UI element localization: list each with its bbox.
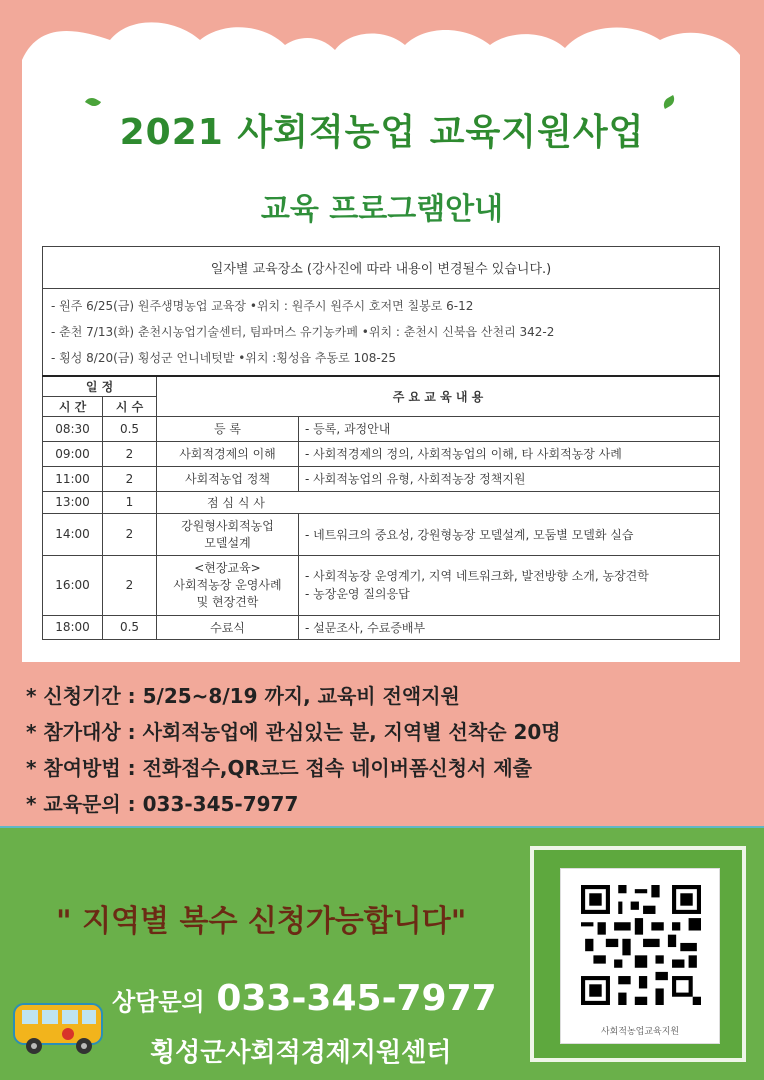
center-name: 횡성군사회적경제지원센터: [150, 1038, 452, 1068]
row-topic: 등 록: [157, 416, 299, 441]
row-topic: <현장교육> 사회적농장 운영사례 및 현장견학: [157, 555, 299, 615]
row-detail: - 등록, 과정안내: [299, 416, 720, 441]
row-hours: 2: [103, 555, 157, 615]
row-hours: 0.5: [103, 615, 157, 639]
row-topic: 사회적경제의 이해: [157, 441, 299, 466]
row-topic: 사회적농업 정책: [157, 466, 299, 491]
row-time: 11:00: [43, 466, 103, 491]
row-time: 14:00: [43, 513, 103, 555]
row-hours: 0.5: [103, 416, 157, 441]
row-time: 18:00: [43, 615, 103, 639]
row-hours: 1: [103, 491, 157, 513]
row-detail: - 사회적농업의 유형, 사회적농장 정책지원: [299, 466, 720, 491]
row-topic: 수료식: [157, 615, 299, 639]
schedule-table: [42, 246, 720, 640]
info-method: * 참여방법 : 전화접수,QR코드 접속 네이버폼신청서 제출: [26, 756, 532, 780]
info-apply-period: * 신청기간 : 5/25~8/19 까지, 교육비 전액지원: [26, 684, 460, 708]
column-header-schedule: 일 정: [43, 376, 157, 396]
row-hours: 2: [103, 441, 157, 466]
bus-icon: [12, 998, 108, 1058]
table-row: [43, 615, 720, 639]
row-detail: - 사회적농장 운영계기, 지역 네트워크화, 발전방향 소개, 농장견학 - 농장운영 질의응답: [299, 555, 720, 615]
contact-number: 033-345-7977: [216, 978, 497, 1019]
location-list: [43, 289, 720, 377]
page-title: 2021 사회적농업 교육지원사업: [119, 112, 645, 153]
qr-card: [530, 846, 746, 1062]
location-item: - 횡성 8/20(금) 횡성군 언니네텃밭 •위치 :횡성읍 추동로 108-25: [51, 351, 397, 365]
qr-caption: 사회적농업교육지원: [600, 1027, 680, 1037]
table-row: [43, 491, 720, 513]
footer-section: [0, 826, 764, 1080]
info-contact: * 교육문의 : 033-345-7977: [26, 792, 299, 816]
row-detail: - 네트워크의 중요성, 강원형농장 모델설계, 모둠별 모델화 실습: [299, 513, 720, 555]
schedule-heading: 일자별 교육장소 (강사진에 따라 내용이 변경될수 있습니다.): [43, 247, 720, 289]
qr-code-panel: [560, 868, 720, 1044]
contact-line: [112, 978, 497, 1019]
location-item: - 춘천 7/13(화) 춘천시농업기술센터, 팀파머스 유기농카페 •위치 : 춘천시 신북읍 산천리 342-2: [51, 325, 555, 339]
row-time: 09:00: [43, 441, 103, 466]
column-header-content: 주 요 교 육 내 용: [157, 376, 720, 416]
row-time: 08:30: [43, 416, 103, 441]
row-detail: - 설문조사, 수료증배부: [299, 615, 720, 639]
table-row: [43, 555, 720, 615]
row-topic: 점 심 식 사: [157, 491, 720, 513]
row-time: 13:00: [43, 491, 103, 513]
column-header-hours: 시 수: [103, 396, 157, 416]
row-detail: - 사회적경제의 정의, 사회적농업의 이해, 타 사회적농장 사례: [299, 441, 720, 466]
table-row: [43, 466, 720, 491]
info-target: * 참가대상 : 사회적농업에 관심있는 분, 지역별 선착순 20명: [26, 720, 561, 744]
table-row: [43, 513, 720, 555]
table-row: [43, 416, 720, 441]
page-subtitle: 교육 프로그램안내: [260, 192, 504, 227]
row-topic: 강원형사회적농업 모델설계: [157, 513, 299, 555]
contact-label: 상담문의: [112, 988, 205, 1016]
row-hours: 2: [103, 513, 157, 555]
row-time: 16:00: [43, 555, 103, 615]
table-row: [43, 441, 720, 466]
column-header-time: 시 간: [43, 396, 103, 416]
location-item: - 원주 6/25(금) 원주생명농업 교육장 •위치 : 원주시 원주시 호저면 칠봉로 6-12: [51, 299, 474, 313]
qr-code-icon: [581, 885, 701, 1005]
slogan: " 지역별 복수 신청가능합니다": [56, 904, 467, 939]
row-hours: 2: [103, 466, 157, 491]
